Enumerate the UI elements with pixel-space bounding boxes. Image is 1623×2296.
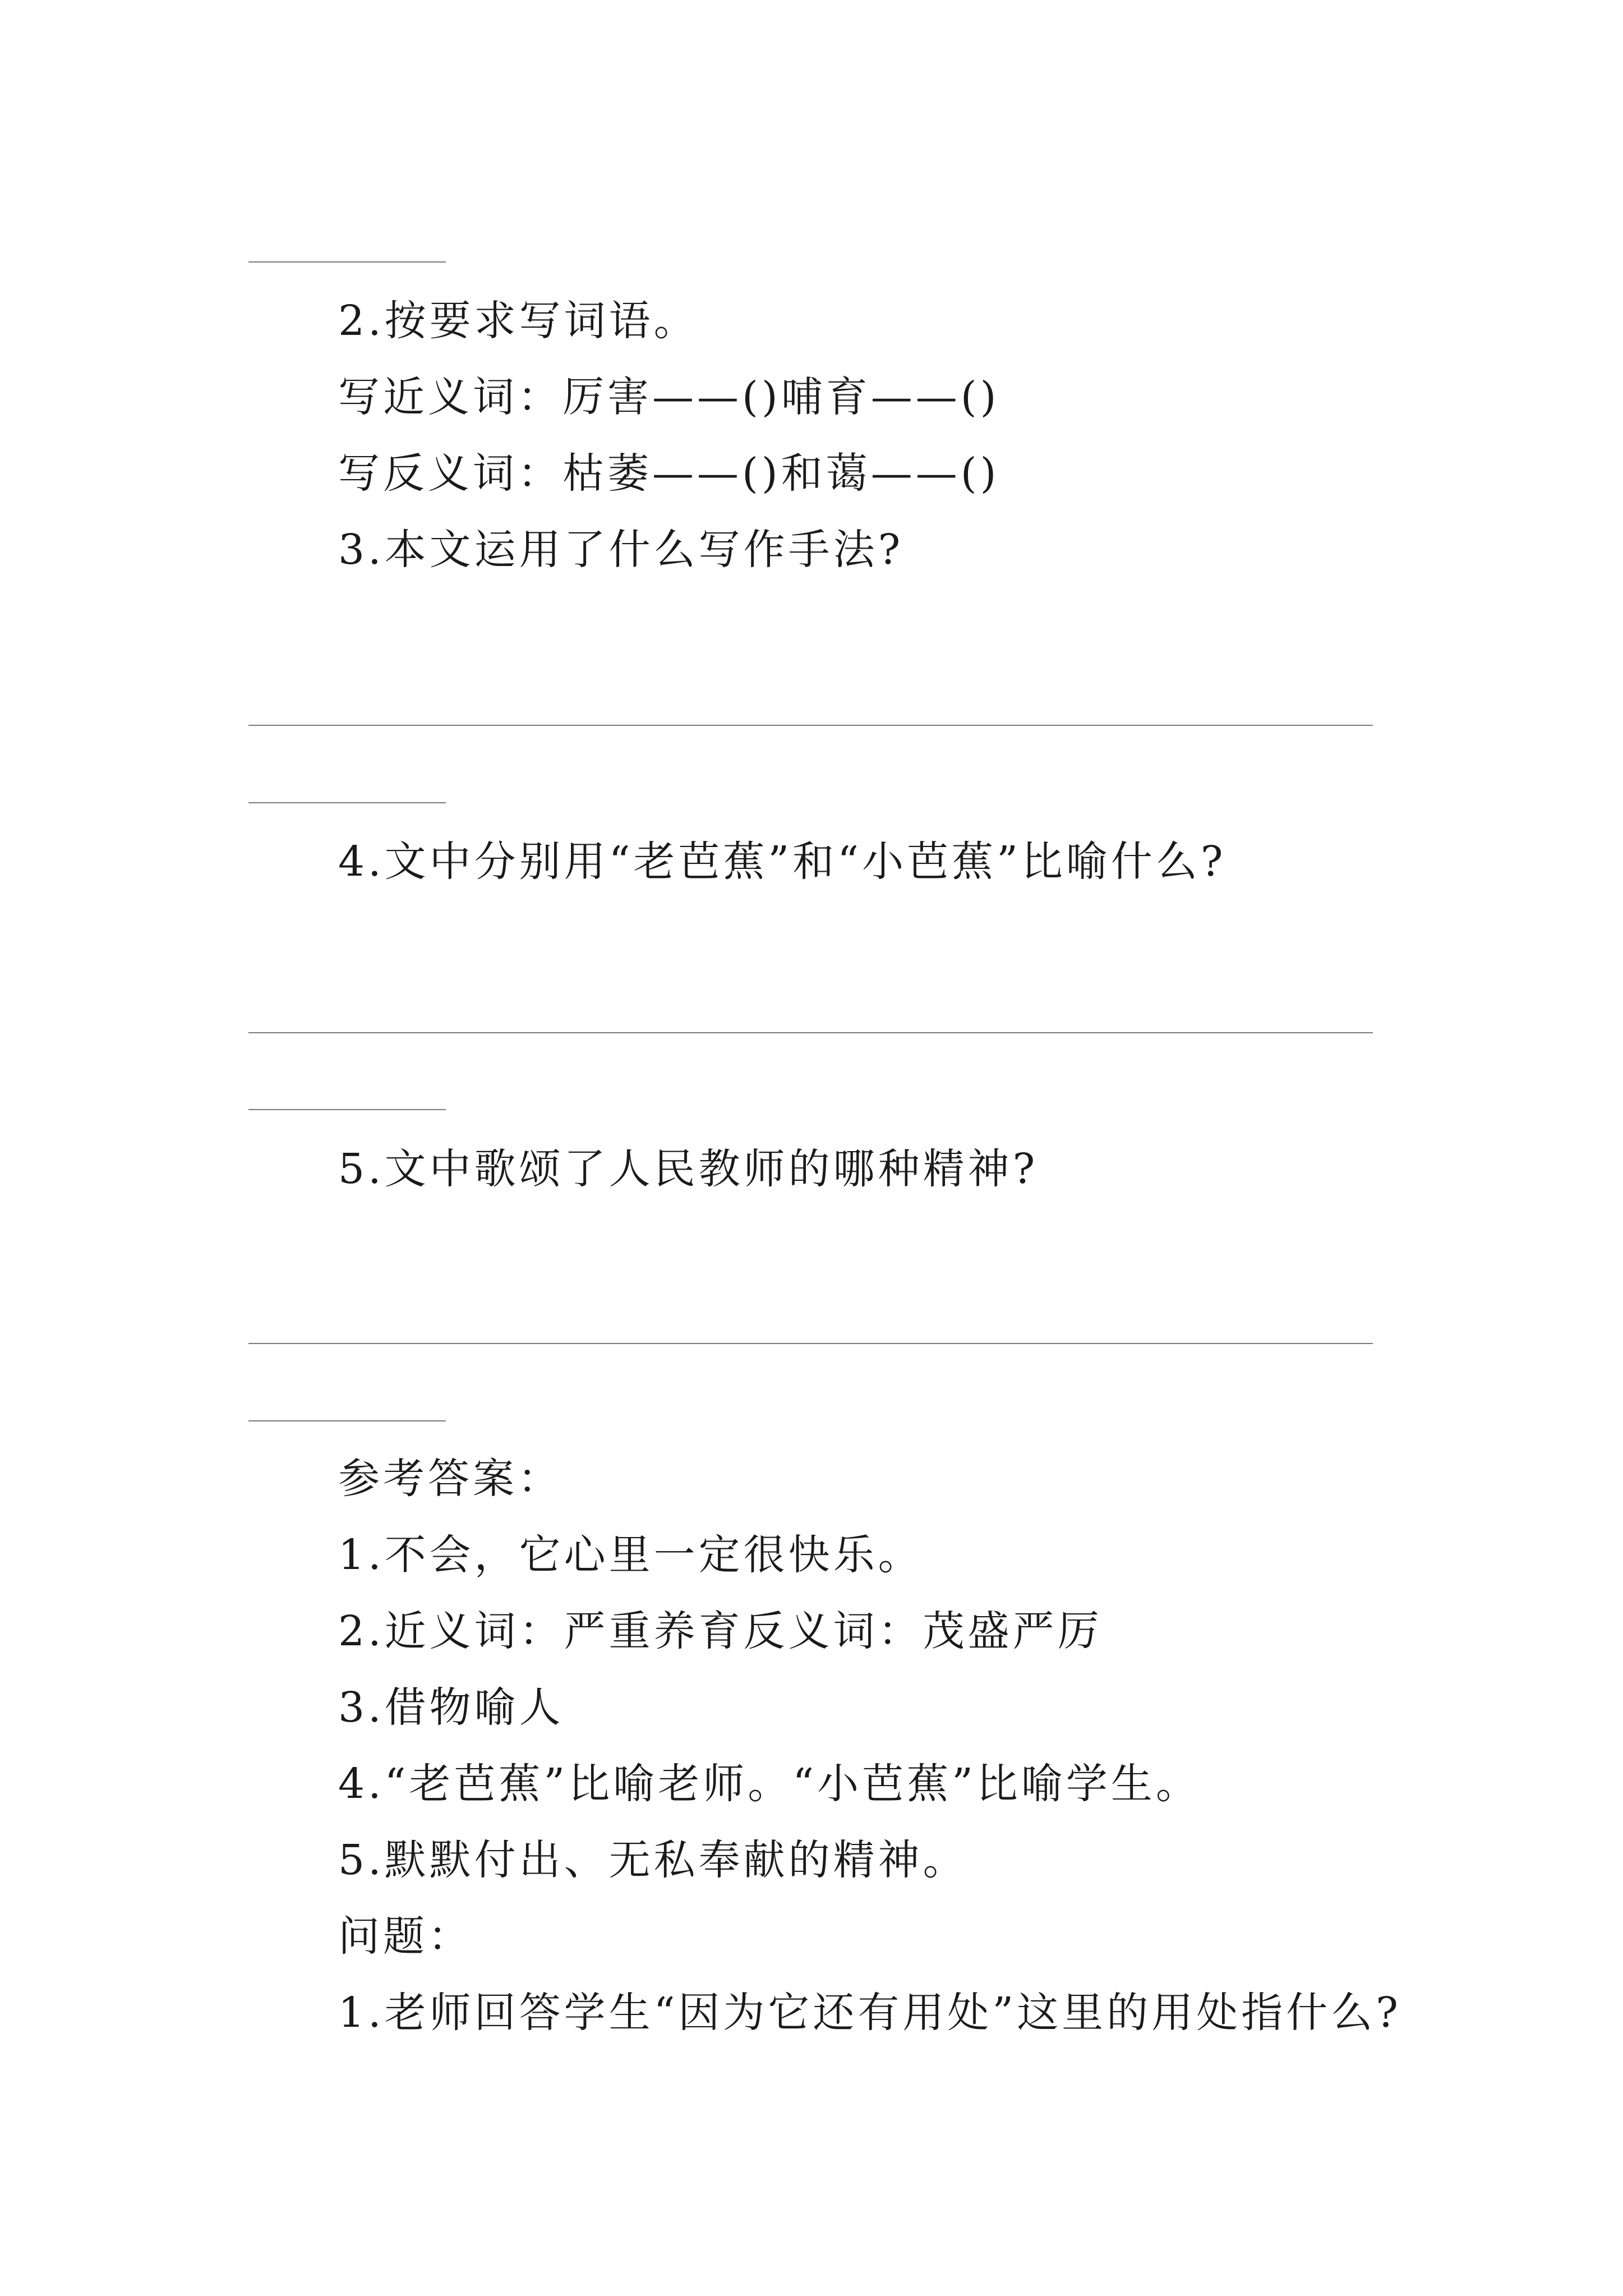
answer-2: 2.近义词：严重养育反义词：茂盛严厉 [338, 1607, 1103, 1655]
answer-line-short[interactable] [248, 1420, 446, 1421]
answer-5: 5.默默付出、无私奉献的精神。 [338, 1836, 968, 1884]
questions-heading: 问题： [338, 1912, 473, 1961]
answer-line-short[interactable] [248, 261, 446, 263]
answer-3: 3.借物喻人 [338, 1683, 564, 1732]
answer-line-short[interactable] [248, 1109, 446, 1110]
answer-line-short[interactable] [248, 802, 446, 803]
answers-heading: 参考答案： [338, 1455, 562, 1503]
answer-line-long[interactable] [248, 725, 1373, 726]
question-1: 1.老师回答学生“因为它还有用处”这里的用处指什么? [338, 1989, 1401, 2037]
question-5: 5.文中歌颂了人民教师的哪种精神? [338, 1145, 1039, 1193]
question-2-title: 2.按要求写词语。 [338, 297, 699, 345]
question-3: 3.本文运用了什么写作手法? [338, 526, 904, 574]
question-4: 4.文中分别用“老芭蕉”和“小芭蕉”比喻什么? [338, 838, 1227, 886]
answer-4: 4.“老芭蕉”比喻老师。“小芭蕉”比喻学生。 [338, 1760, 1201, 1808]
answer-1: 1.不会，它心里一定很快乐。 [338, 1531, 923, 1579]
question-2-synonyms: 写近义词：厉害——()哺育——() [338, 373, 1000, 421]
answer-line-long[interactable] [248, 1032, 1373, 1033]
question-2-antonyms: 写反义词：枯萎——()和蔼——() [338, 449, 1000, 498]
answer-line-long[interactable] [248, 1343, 1373, 1344]
